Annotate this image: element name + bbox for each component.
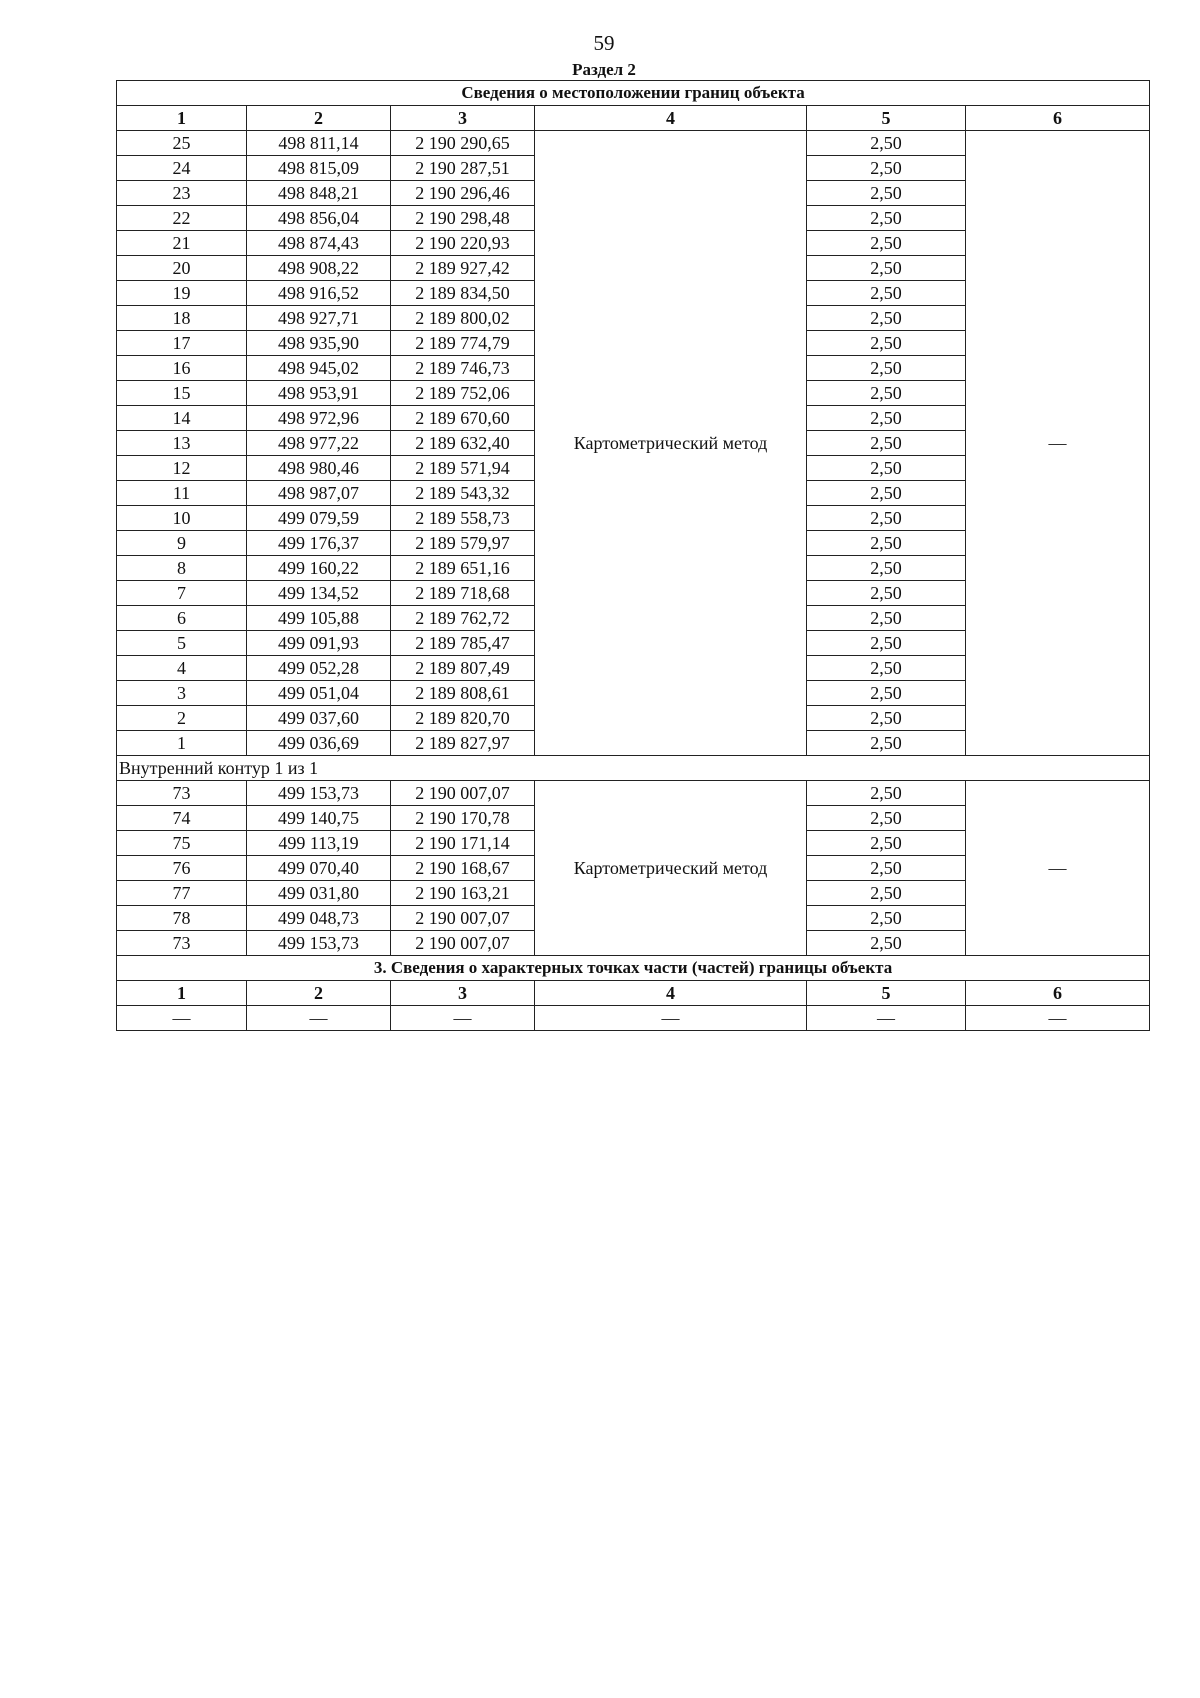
column-header: 4: [535, 106, 807, 131]
y-coordinate-cell: 2 190 171,14: [391, 831, 535, 856]
table-row: [117, 131, 1150, 156]
accuracy-cell: 2,50: [807, 356, 966, 381]
y-coordinate-cell: 2 189 762,72: [391, 606, 535, 631]
empty-cell: —: [807, 1006, 966, 1031]
y-coordinate-cell: 2 190 007,07: [391, 781, 535, 806]
accuracy-cell: 2,50: [807, 131, 966, 156]
x-coordinate-cell: 499 134,52: [247, 581, 391, 606]
x-coordinate-cell: 498 953,91: [247, 381, 391, 406]
x-coordinate-cell: 499 031,80: [247, 881, 391, 906]
accuracy-cell: 2,50: [807, 656, 966, 681]
point-number-cell: 5: [117, 631, 247, 656]
y-coordinate-cell: 2 189 927,42: [391, 256, 535, 281]
point-number-cell: 73: [117, 931, 247, 956]
x-coordinate-cell: 499 070,40: [247, 856, 391, 881]
section3-empty-row: [117, 1006, 1150, 1031]
y-coordinate-cell: 2 189 808,61: [391, 681, 535, 706]
accuracy-cell: 2,50: [807, 856, 966, 881]
x-coordinate-cell: 498 927,71: [247, 306, 391, 331]
y-coordinate-cell: 2 189 718,68: [391, 581, 535, 606]
point-number-cell: 15: [117, 381, 247, 406]
y-coordinate-cell: 2 189 774,79: [391, 331, 535, 356]
method-cell: Картометрический метод: [535, 131, 807, 756]
column-header: 6: [966, 981, 1150, 1006]
y-coordinate-cell: 2 189 651,16: [391, 556, 535, 581]
point-number-cell: 12: [117, 456, 247, 481]
point-number-cell: 74: [117, 806, 247, 831]
accuracy-cell: 2,50: [807, 631, 966, 656]
x-coordinate-cell: 499 113,19: [247, 831, 391, 856]
accuracy-cell: 2,50: [807, 331, 966, 356]
y-coordinate-cell: 2 189 558,73: [391, 506, 535, 531]
inner-contour-row: [117, 756, 1150, 781]
table-caption: Сведения о местоположении границ объекта: [117, 81, 1150, 106]
empty-cell: —: [247, 1006, 391, 1031]
accuracy-cell: 2,50: [807, 181, 966, 206]
x-coordinate-cell: 498 811,14: [247, 131, 391, 156]
x-coordinate-cell: 498 987,07: [247, 481, 391, 506]
accuracy-cell: 2,50: [807, 581, 966, 606]
point-number-cell: 13: [117, 431, 247, 456]
x-coordinate-cell: 498 945,02: [247, 356, 391, 381]
y-coordinate-cell: 2 189 571,94: [391, 456, 535, 481]
x-coordinate-cell: 499 091,93: [247, 631, 391, 656]
column-header: 2: [247, 981, 391, 1006]
x-coordinate-cell: 498 977,22: [247, 431, 391, 456]
accuracy-cell: 2,50: [807, 931, 966, 956]
accuracy-cell: 2,50: [807, 706, 966, 731]
y-coordinate-cell: 2 189 670,60: [391, 406, 535, 431]
accuracy-cell: 2,50: [807, 781, 966, 806]
column-header: 3: [391, 981, 535, 1006]
point-number-cell: 8: [117, 556, 247, 581]
point-number-cell: 75: [117, 831, 247, 856]
x-coordinate-cell: 499 153,73: [247, 931, 391, 956]
section3-header-row: [117, 981, 1150, 1006]
point-number-cell: 76: [117, 856, 247, 881]
accuracy-cell: 2,50: [807, 281, 966, 306]
y-coordinate-cell: 2 189 543,32: [391, 481, 535, 506]
x-coordinate-cell: 499 140,75: [247, 806, 391, 831]
accuracy-cell: 2,50: [807, 256, 966, 281]
y-coordinate-cell: 2 190 007,07: [391, 931, 535, 956]
empty-cell: —: [117, 1006, 247, 1031]
empty-cell: —: [391, 1006, 535, 1031]
y-coordinate-cell: 2 189 785,47: [391, 631, 535, 656]
point-number-cell: 20: [117, 256, 247, 281]
section3-caption-row: [117, 956, 1150, 981]
point-number-cell: 1: [117, 731, 247, 756]
y-coordinate-cell: 2 189 800,02: [391, 306, 535, 331]
accuracy-cell: 2,50: [807, 531, 966, 556]
y-coordinate-cell: 2 190 290,65: [391, 131, 535, 156]
accuracy-cell: 2,50: [807, 806, 966, 831]
x-coordinate-cell: 499 153,73: [247, 781, 391, 806]
x-coordinate-cell: 499 051,04: [247, 681, 391, 706]
accuracy-cell: 2,50: [807, 456, 966, 481]
y-coordinate-cell: 2 189 827,97: [391, 731, 535, 756]
x-coordinate-cell: 498 848,21: [247, 181, 391, 206]
point-number-cell: 10: [117, 506, 247, 531]
point-number-cell: 9: [117, 531, 247, 556]
accuracy-cell: 2,50: [807, 556, 966, 581]
point-number-cell: 14: [117, 406, 247, 431]
point-number-cell: 17: [117, 331, 247, 356]
point-number-cell: 77: [117, 881, 247, 906]
point-number-cell: 22: [117, 206, 247, 231]
column-header: 1: [117, 981, 247, 1006]
x-coordinate-cell: 498 972,96: [247, 406, 391, 431]
y-coordinate-cell: 2 190 220,93: [391, 231, 535, 256]
boundary-table: [116, 80, 1150, 1031]
accuracy-cell: 2,50: [807, 506, 966, 531]
accuracy-cell: 2,50: [807, 156, 966, 181]
accuracy-cell: 2,50: [807, 406, 966, 431]
accuracy-cell: 2,50: [807, 881, 966, 906]
column-header: 5: [807, 106, 966, 131]
x-coordinate-cell: 498 874,43: [247, 231, 391, 256]
point-number-cell: 16: [117, 356, 247, 381]
boundary-table-body: [117, 81, 1150, 1031]
section-title: Раздел 2: [572, 60, 636, 79]
y-coordinate-cell: 2 190 007,07: [391, 906, 535, 931]
y-coordinate-cell: 2 189 746,73: [391, 356, 535, 381]
point-number-cell: 3: [117, 681, 247, 706]
accuracy-cell: 2,50: [807, 681, 966, 706]
x-coordinate-cell: 498 980,46: [247, 456, 391, 481]
accuracy-cell: 2,50: [807, 481, 966, 506]
x-coordinate-cell: 499 079,59: [247, 506, 391, 531]
accuracy-cell: 2,50: [807, 231, 966, 256]
x-coordinate-cell: 498 908,22: [247, 256, 391, 281]
accuracy-cell: 2,50: [807, 431, 966, 456]
x-coordinate-cell: 499 036,69: [247, 731, 391, 756]
x-coordinate-cell: 499 052,28: [247, 656, 391, 681]
y-coordinate-cell: 2 190 298,48: [391, 206, 535, 231]
accuracy-cell: 2,50: [807, 831, 966, 856]
point-number-cell: 4: [117, 656, 247, 681]
x-coordinate-cell: 498 856,04: [247, 206, 391, 231]
point-number-cell: 78: [117, 906, 247, 931]
point-number-cell: 24: [117, 156, 247, 181]
point-number-cell: 11: [117, 481, 247, 506]
column-header: 4: [535, 981, 807, 1006]
y-coordinate-cell: 2 190 168,67: [391, 856, 535, 881]
y-coordinate-cell: 2 190 296,46: [391, 181, 535, 206]
y-coordinate-cell: 2 189 834,50: [391, 281, 535, 306]
x-coordinate-cell: 499 105,88: [247, 606, 391, 631]
y-coordinate-cell: 2 190 287,51: [391, 156, 535, 181]
section3-caption: 3. Сведения о характерных точках части (частей) границы объекта: [117, 956, 1150, 981]
method-cell: Картометрический метод: [535, 781, 807, 956]
point-number-cell: 21: [117, 231, 247, 256]
x-coordinate-cell: 498 916,52: [247, 281, 391, 306]
column-6-cell: —: [966, 131, 1150, 756]
column-header: 6: [966, 106, 1150, 131]
accuracy-cell: 2,50: [807, 306, 966, 331]
point-number-cell: 2: [117, 706, 247, 731]
y-coordinate-cell: 2 189 807,49: [391, 656, 535, 681]
point-number-cell: 23: [117, 181, 247, 206]
accuracy-cell: 2,50: [807, 206, 966, 231]
x-coordinate-cell: 499 037,60: [247, 706, 391, 731]
point-number-cell: 19: [117, 281, 247, 306]
column-header: 5: [807, 981, 966, 1006]
accuracy-cell: 2,50: [807, 606, 966, 631]
empty-cell: —: [535, 1006, 807, 1031]
point-number-cell: 6: [117, 606, 247, 631]
x-coordinate-cell: 498 935,90: [247, 331, 391, 356]
empty-cell: —: [966, 1006, 1150, 1031]
table-row: [117, 781, 1150, 806]
point-number-cell: 18: [117, 306, 247, 331]
point-number-cell: 7: [117, 581, 247, 606]
point-number-cell: 25: [117, 131, 247, 156]
column-header: 3: [391, 106, 535, 131]
column-header: 1: [117, 106, 247, 131]
x-coordinate-cell: 499 048,73: [247, 906, 391, 931]
y-coordinate-cell: 2 189 752,06: [391, 381, 535, 406]
accuracy-cell: 2,50: [807, 731, 966, 756]
table-caption-row: [117, 81, 1150, 106]
inner-contour-label: Внутренний контур 1 из 1: [117, 756, 1150, 781]
column-6-cell: —: [966, 781, 1150, 956]
y-coordinate-cell: 2 189 632,40: [391, 431, 535, 456]
y-coordinate-cell: 2 189 820,70: [391, 706, 535, 731]
x-coordinate-cell: 499 176,37: [247, 531, 391, 556]
accuracy-cell: 2,50: [807, 906, 966, 931]
point-number-cell: 73: [117, 781, 247, 806]
page-number: 59: [593, 31, 615, 55]
accuracy-cell: 2,50: [807, 381, 966, 406]
y-coordinate-cell: 2 190 170,78: [391, 806, 535, 831]
x-coordinate-cell: 498 815,09: [247, 156, 391, 181]
y-coordinate-cell: 2 189 579,97: [391, 531, 535, 556]
header-row: [117, 106, 1150, 131]
column-header: 2: [247, 106, 391, 131]
y-coordinate-cell: 2 190 163,21: [391, 881, 535, 906]
x-coordinate-cell: 499 160,22: [247, 556, 391, 581]
